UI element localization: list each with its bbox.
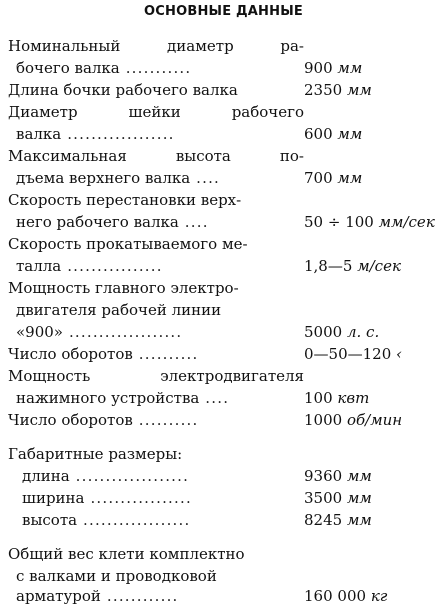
value-unit: мм bbox=[346, 467, 372, 485]
label-word: Номинальный bbox=[8, 37, 121, 55]
spec-label bbox=[8, 409, 304, 431]
dimension-label bbox=[8, 487, 304, 509]
spec-value bbox=[304, 409, 447, 431]
weight-line bbox=[8, 543, 304, 565]
spec-label bbox=[8, 387, 304, 409]
label-word: шейки bbox=[128, 103, 181, 121]
spec-line bbox=[8, 277, 304, 299]
value-number: 5000 bbox=[304, 323, 343, 341]
label-text: ширина bbox=[22, 489, 85, 507]
label-text: талла bbox=[16, 257, 62, 275]
spec-line bbox=[8, 233, 304, 255]
weight-line bbox=[8, 565, 304, 587]
label-text: дъема верхнего валка bbox=[16, 169, 191, 187]
value-number: 600 bbox=[304, 125, 333, 143]
spec-label: двигателя рабочей линии bbox=[16, 301, 222, 319]
spec-value bbox=[304, 79, 447, 101]
label-word: ра- bbox=[280, 37, 304, 55]
value-number: 9360 bbox=[304, 467, 343, 485]
spec-label bbox=[8, 255, 304, 277]
weight-line bbox=[8, 585, 447, 607]
label-text: него рабочего валка bbox=[16, 213, 179, 231]
value-unit: мм bbox=[337, 59, 363, 77]
spec-line bbox=[8, 145, 304, 167]
spec-value bbox=[304, 211, 447, 233]
spec-line bbox=[8, 255, 447, 277]
spec-line bbox=[8, 321, 447, 343]
value-number: 1000 bbox=[304, 411, 343, 429]
spec-line bbox=[8, 365, 304, 387]
dot-leader: .......... bbox=[132, 411, 199, 429]
dot-leader: ................... bbox=[69, 467, 190, 485]
spec-value bbox=[304, 57, 447, 79]
label-text: высота bbox=[22, 511, 78, 529]
value-number: 900 bbox=[304, 59, 333, 77]
spec-value bbox=[304, 343, 447, 365]
label-word: Мощность bbox=[8, 367, 91, 385]
value-unit: кг bbox=[370, 587, 388, 605]
label-word: Максимальная bbox=[8, 147, 127, 165]
label-text: нажимного устройства bbox=[16, 389, 200, 407]
dot-leader: .................. bbox=[77, 511, 191, 529]
value-unit: мм bbox=[337, 169, 363, 187]
value-number: 2350 bbox=[304, 81, 343, 99]
spec-label bbox=[8, 57, 304, 79]
spec-label bbox=[8, 35, 304, 57]
spec-label bbox=[8, 145, 304, 167]
spec-label bbox=[8, 321, 304, 343]
value-number: 50 ÷ 100 bbox=[304, 213, 374, 231]
value-number: 0—50—120 bbox=[304, 345, 392, 363]
label-text: «900» bbox=[16, 323, 63, 341]
dimension-label bbox=[8, 509, 304, 531]
spec-label bbox=[8, 211, 304, 233]
dimension-value bbox=[304, 487, 447, 509]
spec-line bbox=[8, 57, 447, 79]
label-text: арматурой bbox=[16, 587, 101, 605]
spec-value bbox=[304, 321, 447, 343]
weight-label: с валками и проводковой bbox=[16, 567, 217, 585]
weight-label bbox=[8, 585, 304, 607]
spec-line bbox=[8, 123, 447, 145]
dot-leader: .... bbox=[190, 169, 221, 187]
label-word: диаметр bbox=[167, 37, 234, 55]
label-word: высота bbox=[175, 147, 231, 165]
spec-label bbox=[8, 365, 304, 387]
dot-leader: .... bbox=[178, 213, 209, 231]
value-unit: мм bbox=[346, 81, 372, 99]
value-number: 8245 bbox=[304, 511, 343, 529]
value-number: 3500 bbox=[304, 489, 343, 507]
dot-leader: .... bbox=[199, 389, 230, 407]
label-text: бочего валка bbox=[16, 59, 120, 77]
spec-value bbox=[304, 167, 447, 189]
page-title: ОСНОВНЫЕ ДАННЫЕ bbox=[144, 4, 303, 19]
value-number: 160 000 bbox=[304, 587, 367, 605]
spec-value bbox=[304, 123, 447, 145]
label-text: длина bbox=[22, 467, 70, 485]
dimensions-heading: Габаритные размеры: bbox=[8, 445, 183, 463]
value-unit: квт bbox=[337, 389, 370, 407]
dimension-line bbox=[8, 465, 447, 487]
value-unit: об/мин bbox=[346, 411, 403, 429]
dot-leader: .................. bbox=[61, 125, 175, 143]
dot-leader: ................. bbox=[84, 489, 192, 507]
value-number: 700 bbox=[304, 169, 333, 187]
weight-value bbox=[304, 585, 447, 607]
label-text: Число оборотов bbox=[8, 345, 133, 363]
value-unit: ‹ bbox=[396, 345, 403, 363]
spec-label bbox=[8, 167, 304, 189]
dot-leader: ................ bbox=[61, 257, 163, 275]
spec-label: Мощность главного электро- bbox=[8, 279, 239, 297]
spec-label: Длина бочки рабочего валка bbox=[8, 81, 238, 99]
label-word: рабочего bbox=[231, 103, 304, 121]
dot-leader: ............ bbox=[100, 587, 179, 605]
spec-label bbox=[8, 123, 304, 145]
dot-leader: ........... bbox=[119, 59, 192, 77]
spec-line bbox=[8, 299, 304, 321]
spec-line bbox=[8, 35, 304, 57]
weight-label: Общий вес клети комплектно bbox=[8, 545, 245, 563]
label-word: Диаметр bbox=[8, 103, 78, 121]
value-number: 100 bbox=[304, 389, 333, 407]
spec-line bbox=[8, 189, 304, 211]
dimension-value bbox=[304, 465, 447, 487]
value-unit: мм bbox=[337, 125, 363, 143]
label-word: электродвигателя bbox=[160, 367, 304, 385]
spec-line bbox=[8, 409, 447, 431]
label-word: по- bbox=[279, 147, 304, 165]
label-text: валка bbox=[16, 125, 62, 143]
spec-line bbox=[8, 79, 447, 101]
value-unit: л. с. bbox=[346, 323, 380, 341]
value-unit: мм bbox=[346, 511, 372, 529]
spec-label: Скорость перестановки верх- bbox=[8, 191, 242, 209]
spec-value bbox=[304, 387, 447, 409]
spec-label bbox=[8, 343, 304, 365]
dimension-value bbox=[304, 509, 447, 531]
spec-line bbox=[8, 211, 447, 233]
spec-line bbox=[8, 101, 304, 123]
value-number: 1,8—5 bbox=[304, 257, 353, 275]
spec-line bbox=[8, 343, 447, 365]
label-text: Число оборотов bbox=[8, 411, 133, 429]
spec-value bbox=[304, 255, 447, 277]
value-unit: м/сек bbox=[357, 257, 401, 275]
dot-leader: .......... bbox=[132, 345, 199, 363]
value-unit: мм bbox=[346, 489, 372, 507]
dot-leader: ................... bbox=[63, 323, 183, 341]
spec-label: Скорость прокатываемого ме- bbox=[8, 235, 248, 253]
spec-line bbox=[8, 387, 447, 409]
dimension-label bbox=[8, 465, 304, 487]
spec-label bbox=[8, 101, 304, 123]
value-unit: мм/сек bbox=[378, 213, 435, 231]
dimensions-heading-line bbox=[8, 443, 304, 465]
spec-line bbox=[8, 167, 447, 189]
dimension-line bbox=[8, 509, 447, 531]
dimension-line bbox=[8, 487, 447, 509]
